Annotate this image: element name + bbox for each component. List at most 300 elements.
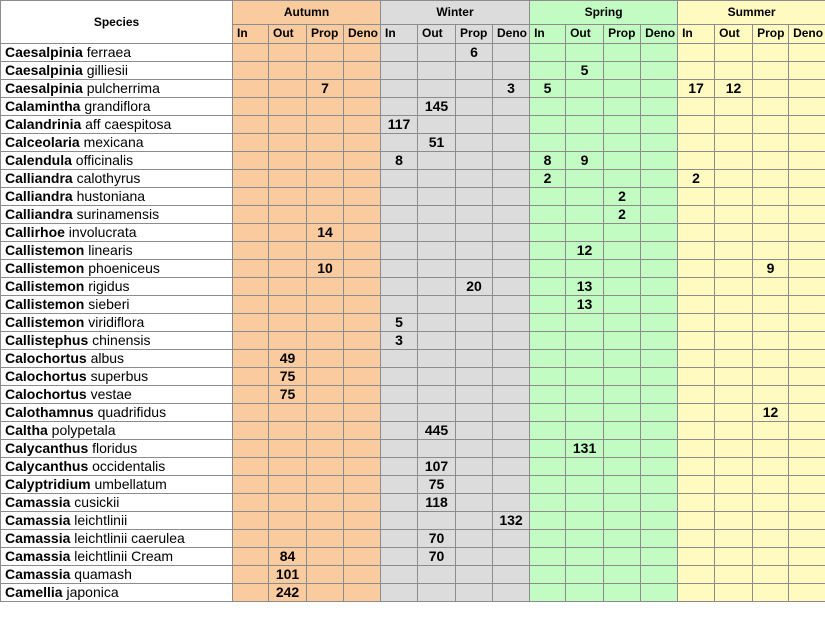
value-cell-summer-out — [715, 350, 753, 368]
value-cell-autumn-prop — [307, 332, 344, 350]
species-genus: Calliandra — [5, 188, 73, 204]
value-cell-winter-in — [381, 224, 418, 242]
table-row — [1, 530, 825, 548]
value-cell-autumn-in — [233, 152, 269, 170]
species-genus: Calandrinia — [5, 116, 82, 132]
value-cell-spring-prop — [604, 224, 641, 242]
value-cell-summer-in — [678, 296, 715, 314]
species-cell — [1, 512, 233, 530]
value-cell-spring-deno — [641, 494, 678, 512]
value-cell-autumn-in — [233, 386, 269, 404]
value-cell-winter-deno — [493, 170, 530, 188]
value-cell-autumn-prop — [307, 314, 344, 332]
value-cell-spring-in — [530, 188, 566, 206]
value-cell-summer-deno — [789, 530, 825, 548]
species-cell — [1, 584, 233, 602]
table-header — [1, 1, 825, 44]
value-cell-autumn-in — [233, 188, 269, 206]
value-cell-spring-prop: 2 — [604, 206, 641, 224]
value-cell-autumn-deno — [344, 116, 381, 134]
subheader-winter-prop: Prop — [456, 24, 493, 43]
species-genus: Caltha — [5, 422, 48, 438]
value-cell-autumn-deno — [344, 458, 381, 476]
value-cell-summer-in — [678, 530, 715, 548]
value-cell-winter-prop — [456, 206, 493, 224]
value-cell-winter-deno — [493, 458, 530, 476]
value-cell-winter-in — [381, 98, 418, 116]
value-cell-winter-out: 75 — [418, 476, 456, 494]
value-cell-spring-in — [530, 476, 566, 494]
value-cell-spring-prop — [604, 44, 641, 62]
value-cell-autumn-prop — [307, 476, 344, 494]
value-cell-spring-deno — [641, 62, 678, 80]
value-cell-spring-in — [530, 404, 566, 422]
value-cell-summer-deno — [789, 98, 825, 116]
value-cell-summer-prop — [753, 80, 789, 98]
value-cell-summer-prop — [753, 548, 789, 566]
species-epithet: leichtlinii — [70, 512, 128, 528]
table-row — [1, 314, 825, 332]
species-genus: Callistemon — [5, 296, 85, 312]
value-cell-summer-prop — [753, 188, 789, 206]
value-cell-autumn-prop — [307, 494, 344, 512]
value-cell-autumn-in — [233, 440, 269, 458]
value-cell-summer-in — [678, 116, 715, 134]
value-cell-autumn-prop — [307, 566, 344, 584]
value-cell-autumn-prop — [307, 242, 344, 260]
value-cell-winter-out — [418, 188, 456, 206]
value-cell-spring-in — [530, 44, 566, 62]
value-cell-spring-deno — [641, 134, 678, 152]
value-cell-autumn-in — [233, 224, 269, 242]
value-cell-summer-in — [678, 584, 715, 602]
species-epithet: phoeniceus — [84, 260, 160, 276]
value-cell-winter-in — [381, 548, 418, 566]
subheader-spring-out: Out — [566, 24, 604, 43]
value-cell-summer-deno — [789, 476, 825, 494]
value-cell-spring-deno — [641, 314, 678, 332]
value-cell-spring-in — [530, 242, 566, 260]
species-epithet: rigidus — [84, 278, 130, 294]
season-header-row — [1, 1, 825, 25]
value-cell-summer-in — [678, 476, 715, 494]
value-cell-autumn-in — [233, 44, 269, 62]
value-cell-autumn-prop: 7 — [307, 80, 344, 98]
value-cell-spring-in: 2 — [530, 170, 566, 188]
value-cell-summer-out — [715, 404, 753, 422]
value-cell-autumn-out — [269, 152, 307, 170]
species-genus: Calochortus — [5, 368, 87, 384]
value-cell-autumn-prop — [307, 386, 344, 404]
value-cell-winter-out — [418, 350, 456, 368]
value-cell-winter-deno — [493, 260, 530, 278]
value-cell-autumn-prop: 10 — [307, 260, 344, 278]
species-epithet: superbus — [86, 368, 149, 384]
table-row — [1, 62, 825, 80]
value-cell-summer-deno — [789, 566, 825, 584]
species-cell — [1, 548, 233, 566]
value-cell-autumn-out — [269, 512, 307, 530]
value-cell-winter-out — [418, 260, 456, 278]
value-cell-winter-prop — [456, 332, 493, 350]
value-cell-winter-in: 117 — [381, 116, 418, 134]
species-cell — [1, 242, 233, 260]
subheader-autumn-prop: Prop — [307, 24, 344, 43]
value-cell-spring-deno — [641, 548, 678, 566]
value-cell-winter-in — [381, 44, 418, 62]
value-cell-spring-in: 8 — [530, 152, 566, 170]
value-cell-autumn-in — [233, 476, 269, 494]
value-cell-summer-in — [678, 224, 715, 242]
value-cell-spring-in — [530, 134, 566, 152]
value-cell-autumn-in — [233, 170, 269, 188]
value-cell-winter-prop — [456, 548, 493, 566]
species-genus: Caesalpinia — [5, 44, 83, 60]
value-cell-spring-deno — [641, 206, 678, 224]
species-genus: Camassia — [5, 548, 71, 564]
value-cell-summer-deno — [789, 224, 825, 242]
value-cell-spring-deno — [641, 332, 678, 350]
species-cell — [1, 296, 233, 314]
species-epithet: japonica — [62, 584, 119, 600]
value-cell-autumn-in — [233, 422, 269, 440]
species-cell — [1, 116, 233, 134]
value-cell-autumn-prop — [307, 98, 344, 116]
value-cell-summer-prop: 12 — [753, 404, 789, 422]
value-cell-winter-deno — [493, 188, 530, 206]
value-cell-winter-out — [418, 512, 456, 530]
value-cell-summer-in — [678, 134, 715, 152]
value-cell-autumn-out — [269, 530, 307, 548]
table-row — [1, 494, 825, 512]
species-cell — [1, 332, 233, 350]
value-cell-autumn-in — [233, 62, 269, 80]
value-cell-spring-out — [566, 350, 604, 368]
value-cell-winter-prop — [456, 458, 493, 476]
value-cell-summer-out — [715, 494, 753, 512]
species-cell — [1, 206, 233, 224]
value-cell-spring-out — [566, 494, 604, 512]
species-genus: Calothamnus — [5, 404, 94, 420]
value-cell-autumn-prop: 14 — [307, 224, 344, 242]
value-cell-spring-in — [530, 458, 566, 476]
value-cell-spring-out — [566, 530, 604, 548]
value-cell-summer-out — [715, 44, 753, 62]
value-cell-summer-in — [678, 386, 715, 404]
value-cell-spring-out — [566, 188, 604, 206]
table-row — [1, 80, 825, 98]
value-cell-winter-deno — [493, 134, 530, 152]
value-cell-autumn-out — [269, 296, 307, 314]
table-row — [1, 422, 825, 440]
value-cell-autumn-deno — [344, 512, 381, 530]
value-cell-winter-deno — [493, 332, 530, 350]
species-genus: Camassia — [5, 566, 71, 582]
value-cell-summer-prop: 9 — [753, 260, 789, 278]
value-cell-winter-deno — [493, 296, 530, 314]
value-cell-spring-deno — [641, 440, 678, 458]
value-cell-winter-out — [418, 368, 456, 386]
value-cell-spring-in — [530, 278, 566, 296]
value-cell-autumn-out — [269, 206, 307, 224]
species-genus: Callistemon — [5, 260, 85, 276]
value-cell-spring-prop — [604, 98, 641, 116]
value-cell-spring-deno — [641, 152, 678, 170]
value-cell-winter-in — [381, 440, 418, 458]
value-cell-spring-out — [566, 368, 604, 386]
value-cell-winter-in — [381, 260, 418, 278]
value-cell-winter-deno — [493, 584, 530, 602]
value-cell-spring-deno — [641, 44, 678, 62]
value-cell-spring-deno — [641, 224, 678, 242]
value-cell-winter-prop — [456, 314, 493, 332]
value-cell-spring-prop — [604, 476, 641, 494]
value-cell-winter-deno — [493, 224, 530, 242]
value-cell-winter-in — [381, 476, 418, 494]
value-cell-autumn-out — [269, 44, 307, 62]
value-cell-spring-prop — [604, 404, 641, 422]
subheader-summer-in: In — [678, 24, 715, 43]
value-cell-spring-prop — [604, 368, 641, 386]
value-cell-winter-deno — [493, 278, 530, 296]
value-cell-autumn-deno — [344, 476, 381, 494]
value-cell-winter-deno — [493, 548, 530, 566]
value-cell-winter-out — [418, 278, 456, 296]
value-cell-spring-in — [530, 224, 566, 242]
value-cell-summer-prop — [753, 386, 789, 404]
value-cell-autumn-prop — [307, 530, 344, 548]
value-cell-summer-out — [715, 314, 753, 332]
value-cell-autumn-in — [233, 296, 269, 314]
value-cell-spring-deno — [641, 386, 678, 404]
value-cell-summer-deno — [789, 62, 825, 80]
species-genus: Camassia — [5, 494, 71, 510]
value-cell-autumn-in — [233, 548, 269, 566]
subheader-summer-deno: Deno — [789, 24, 825, 43]
value-cell-spring-prop — [604, 278, 641, 296]
species-genus: Calceolaria — [5, 134, 80, 150]
value-cell-winter-in — [381, 350, 418, 368]
value-cell-winter-prop — [456, 512, 493, 530]
value-cell-summer-in: 2 — [678, 170, 715, 188]
value-cell-autumn-deno — [344, 224, 381, 242]
value-cell-winter-prop — [456, 170, 493, 188]
season-header-summer: Summer — [678, 1, 825, 25]
value-cell-summer-deno — [789, 368, 825, 386]
value-cell-spring-out — [566, 134, 604, 152]
species-cell — [1, 80, 233, 98]
value-cell-spring-out — [566, 566, 604, 584]
species-cell — [1, 170, 233, 188]
value-cell-spring-prop — [604, 512, 641, 530]
species-genus: Callirhoe — [5, 224, 65, 240]
value-cell-summer-deno — [789, 170, 825, 188]
value-cell-winter-out: 70 — [418, 530, 456, 548]
value-cell-autumn-prop — [307, 404, 344, 422]
value-cell-summer-out — [715, 476, 753, 494]
value-cell-spring-prop — [604, 134, 641, 152]
value-cell-spring-out: 13 — [566, 278, 604, 296]
value-cell-spring-prop — [604, 296, 641, 314]
value-cell-summer-out — [715, 584, 753, 602]
value-cell-autumn-deno — [344, 368, 381, 386]
value-cell-autumn-in — [233, 530, 269, 548]
value-cell-summer-out — [715, 440, 753, 458]
value-cell-winter-prop — [456, 116, 493, 134]
value-cell-spring-prop — [604, 116, 641, 134]
species-epithet: polypetala — [47, 422, 116, 438]
value-cell-autumn-deno — [344, 152, 381, 170]
value-cell-autumn-deno — [344, 530, 381, 548]
table-body — [1, 44, 825, 602]
value-cell-spring-out — [566, 170, 604, 188]
value-cell-spring-in — [530, 62, 566, 80]
value-cell-autumn-out — [269, 224, 307, 242]
species-genus: Camassia — [5, 530, 71, 546]
species-epithet: involucrata — [64, 224, 137, 240]
value-cell-summer-prop — [753, 44, 789, 62]
value-cell-spring-deno — [641, 80, 678, 98]
value-cell-autumn-deno — [344, 62, 381, 80]
value-cell-summer-out — [715, 206, 753, 224]
value-cell-autumn-in — [233, 98, 269, 116]
value-cell-summer-deno — [789, 584, 825, 602]
season-header-spring: Spring — [530, 1, 678, 25]
species-cell — [1, 386, 233, 404]
value-cell-summer-out — [715, 242, 753, 260]
value-cell-autumn-out — [269, 62, 307, 80]
value-cell-autumn-deno — [344, 206, 381, 224]
value-cell-autumn-in — [233, 242, 269, 260]
value-cell-autumn-deno — [344, 494, 381, 512]
value-cell-spring-deno — [641, 260, 678, 278]
value-cell-spring-in — [530, 296, 566, 314]
value-cell-winter-out: 445 — [418, 422, 456, 440]
value-cell-autumn-deno — [344, 170, 381, 188]
value-cell-autumn-prop — [307, 134, 344, 152]
value-cell-spring-out — [566, 458, 604, 476]
species-genus: Callistemon — [5, 242, 85, 258]
table-row — [1, 224, 825, 242]
species-epithet: quamash — [70, 566, 132, 582]
value-cell-winter-out — [418, 224, 456, 242]
value-cell-winter-deno — [493, 476, 530, 494]
value-cell-summer-deno — [789, 116, 825, 134]
value-cell-spring-out — [566, 98, 604, 116]
value-cell-winter-in — [381, 458, 418, 476]
value-cell-winter-in — [381, 368, 418, 386]
value-cell-winter-deno — [493, 440, 530, 458]
species-genus: Calendula — [5, 152, 72, 168]
value-cell-summer-out — [715, 332, 753, 350]
value-cell-spring-in: 5 — [530, 80, 566, 98]
value-cell-spring-prop — [604, 530, 641, 548]
value-cell-spring-out — [566, 260, 604, 278]
table-row — [1, 44, 825, 62]
table-row — [1, 368, 825, 386]
value-cell-summer-prop — [753, 458, 789, 476]
table-row — [1, 134, 825, 152]
value-cell-autumn-out — [269, 314, 307, 332]
value-cell-winter-out: 118 — [418, 494, 456, 512]
value-cell-summer-deno — [789, 386, 825, 404]
value-cell-winter-prop — [456, 566, 493, 584]
species-genus: Calycanthus — [5, 458, 89, 474]
value-cell-summer-prop — [753, 206, 789, 224]
value-cell-winter-out — [418, 404, 456, 422]
value-cell-autumn-in — [233, 494, 269, 512]
value-cell-winter-out — [418, 332, 456, 350]
value-cell-summer-prop — [753, 62, 789, 80]
value-cell-autumn-out: 75 — [269, 368, 307, 386]
value-cell-spring-deno — [641, 188, 678, 206]
value-cell-autumn-deno — [344, 332, 381, 350]
species-genus: Callistemon — [5, 278, 85, 294]
value-cell-autumn-out — [269, 458, 307, 476]
value-cell-summer-out — [715, 188, 753, 206]
value-cell-autumn-out: 75 — [269, 386, 307, 404]
species-cell — [1, 476, 233, 494]
species-epithet: umbellatum — [90, 476, 167, 492]
table-row — [1, 332, 825, 350]
value-cell-winter-out — [418, 62, 456, 80]
value-cell-winter-out — [418, 386, 456, 404]
species-genus: Camellia — [5, 584, 63, 600]
value-cell-autumn-deno — [344, 422, 381, 440]
value-cell-spring-deno — [641, 566, 678, 584]
value-cell-winter-prop — [456, 386, 493, 404]
value-cell-spring-deno — [641, 170, 678, 188]
value-cell-summer-in — [678, 62, 715, 80]
value-cell-spring-in — [530, 350, 566, 368]
value-cell-autumn-deno — [344, 80, 381, 98]
value-cell-autumn-prop — [307, 422, 344, 440]
value-cell-summer-in — [678, 458, 715, 476]
value-cell-spring-out — [566, 80, 604, 98]
value-cell-winter-in: 3 — [381, 332, 418, 350]
value-cell-winter-in — [381, 494, 418, 512]
value-cell-spring-out — [566, 116, 604, 134]
value-cell-spring-out — [566, 422, 604, 440]
value-cell-winter-prop — [456, 350, 493, 368]
table-row — [1, 386, 825, 404]
species-genus: Calochortus — [5, 386, 87, 402]
value-cell-winter-in — [381, 512, 418, 530]
value-cell-spring-in — [530, 314, 566, 332]
value-cell-autumn-in — [233, 584, 269, 602]
value-cell-summer-deno — [789, 404, 825, 422]
value-cell-summer-in — [678, 404, 715, 422]
value-cell-summer-out — [715, 386, 753, 404]
species-cell — [1, 314, 233, 332]
subheader-spring-deno: Deno — [641, 24, 678, 43]
value-cell-winter-out — [418, 566, 456, 584]
value-cell-spring-in — [530, 260, 566, 278]
value-cell-autumn-deno — [344, 350, 381, 368]
species-genus: Calochortus — [5, 350, 87, 366]
value-cell-winter-out: 145 — [418, 98, 456, 116]
value-cell-summer-deno — [789, 494, 825, 512]
value-cell-summer-prop — [753, 134, 789, 152]
value-cell-winter-deno — [493, 98, 530, 116]
species-cell — [1, 440, 233, 458]
value-cell-autumn-prop — [307, 350, 344, 368]
value-cell-summer-out — [715, 512, 753, 530]
value-cell-summer-in — [678, 512, 715, 530]
value-cell-winter-deno — [493, 566, 530, 584]
value-cell-spring-in — [530, 368, 566, 386]
value-cell-summer-deno — [789, 206, 825, 224]
